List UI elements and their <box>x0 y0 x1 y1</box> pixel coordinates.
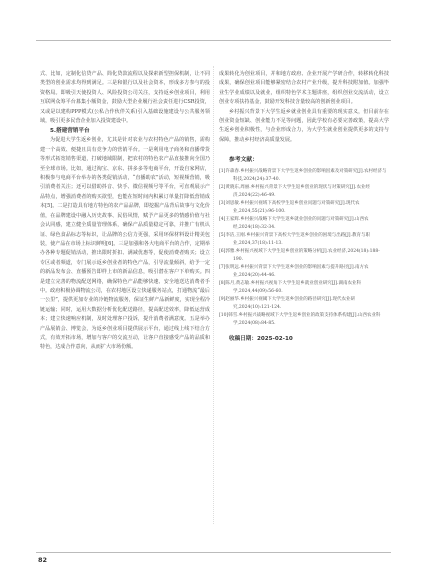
column-divider <box>213 66 214 524</box>
reference-item: [8]陈月,黄志敏.乡村振兴视角下大学生返乡就业创业研究[J].湖南农业科学,2024,44(09):56-60. <box>219 281 361 295</box>
reference-item: [4]王家辉.乡村振兴战略下大学生返乡就业创业的问题与对策研究[J].山西农经,2024(18):32-34. <box>219 217 369 231</box>
paragraph-intro: 式、比如，定制化信贷产品、简化贷款流程以及探索新型担保机制，让不同类型的创业需求均得到满足。三是和银行以及社会资本，形成多方参与的投资格局。即吸引天使投资人、风险投资公司关注，支持返乡创业项目，利用互联网众筹平台募集小额资金，鼓励大型企业履行社会责任进行CSR投资，又或是以建构PPP模式(公私合作伙伴关系)引入基础设施建设与公共服务领域，吸引更多民营企业加入投资建设中。 <box>40 71 210 125</box>
received-date: 收稿日期：2025-02-10 <box>229 336 293 343</box>
reference-item: [2]黄晓东,周丽.乡村振兴背景下大学生返乡创业的现状与对策研究[J].农业经济,2024(22):46-49. <box>219 185 370 199</box>
reference-item: [1]许森春.乡村振兴战略背景下大学生返乡创业的影响因素及对策研究[J].农村经济与科技,2024(24):37-40. <box>219 169 387 183</box>
left-column <box>40 70 210 353</box>
section-heading-marketing-platform: 5.搭建营销平台 <box>50 128 90 135</box>
paragraph-conclusion: 乡村振兴背景下大学生返乡就业创业具有重要的现实意义，但目前存在创业资金短缺、创业能力不足等问题，因此学校有必要完善政策，提高大学生返乡创业积极性，与企业形成合力，为大学生就业创业提供更多的支持与保障，推动乡村经济高质量发展。 <box>219 108 389 143</box>
reference-item: [6]郭雅.乡村振兴视域下大学生返乡创业的策略分析[J].农业经济,2024(18):188-190. <box>219 249 380 263</box>
reference-item: [7]张明远.乡村振兴背景下大学生返乡创业的影响因素与提升路径[J].南方农业,2024(20):44-46. <box>219 265 369 279</box>
right-column <box>219 70 389 344</box>
paragraph-marketing-platform: 为促进大学生返乡创业，尤其是针对农业与农村特色产品的销售，需构建一个高效、便捷且具有竞争力的营销平台。一是利用电子商务和直播带货等形式拓宽销售渠道，打破地域限制，把农村的特色农产品直接推向全国乃至全球市场。比如，通过淘宝、京东、拼多多等电商平台，开设自家网店，积极参与电商平台举办的各类促销活动，“直播助农”活动，短视频营销，吸引消费者关注；还可以借助抖音、快手、微信视频号等平台，可直观展示产品特点，增强消费者的购买欲望，也能在短时间内积累订单量打降低营销成本[5]。二是打造具有地方特色的农产品品牌，即挖掘产品背后故事与文化价值，在品牌建设中融入历史故事、民俗风情，赋予产品更多的情感价值与社会认同感，建立健全质量管理体系，确保产品质量稳定可靠，并推广有机认证、绿色食品标志等标识，让品牌的公信力更强，采用环保材料设计精美包装，使产品在市场上标识鲜明[6]。三是加强和各大电商平台的合作，定期举办各种专题促销活动，推出限时折扣、满减优惠等，促使消费者购买；设立专区或者频道，专门展示返乡创业者的特色产品，引导流量倾斜，给予一定的新品发布会、直播预告即样上市的新品信息，吸引潜在客户下单购买。四是建立完善的物流配送网络，确保特色产品能够快速、安全地送达消费者手中。政府积极协调物流公司，在农村地区设立快递服务站点，打通物流“最后一公里”，提供更加专业的冷链物流服务，保证生鲜产品新鲜度，实现全程冷链运输；同时，运用大数据分析优化配送路径，提高配送效率，降低运营成本；建立快速响应机制，及时处理客户投诉，提升消费者满意度。五是举办产品展销会、博览会，为返乡创业项目提供展示平台，通过线上线下结合方式，有效开拓市场，增加与客户的交流互动，让客户直接感受产品的品质和特色，达成合作意向，从而扩大市场份额。 <box>40 137 210 351</box>
paragraph-continued: 成果转化为创业项目，并和地方政府、企业开展产学研合作，转移转化科技成果，确保创业项目能够紧密结合农村产业升级，提升科技附加值。加强毕业生学业成绩以及就业，组织特色学术主题讲座，组织创业交流活动，设立创业专项扶持基金，鼓励开发科技含量较高的创新创业项目。 <box>219 71 389 106</box>
reference-item: [10]韩雪.乡村振兴战略视域下大学生返乡创业的政策支持体系构建[J].山西农业科学,2024(08):84-85. <box>219 313 381 327</box>
references-heading: 参考文献： <box>229 157 258 164</box>
page-number: 82 <box>38 556 48 564</box>
reference-item: [3]刘思敏.乡村振兴视域下高校学生返乡创业问题与对策研究[J].现代农业,2024,55(21):96-100. <box>219 201 360 215</box>
header-rule <box>36 40 391 41</box>
footer-rule <box>36 552 391 553</box>
reference-item: [9]赵丽华.乡村振兴视阈下大学生返乡创业的路径研究[J].现代农业研究,2024(10):121-124. <box>219 297 356 311</box>
reference-item: [5]李洁,王刚.乡村振兴背景下高校大学生返乡创业的困境与出路[J].教育与职业,2024,37(18):11-13. <box>219 233 370 247</box>
reference-list <box>219 168 389 328</box>
